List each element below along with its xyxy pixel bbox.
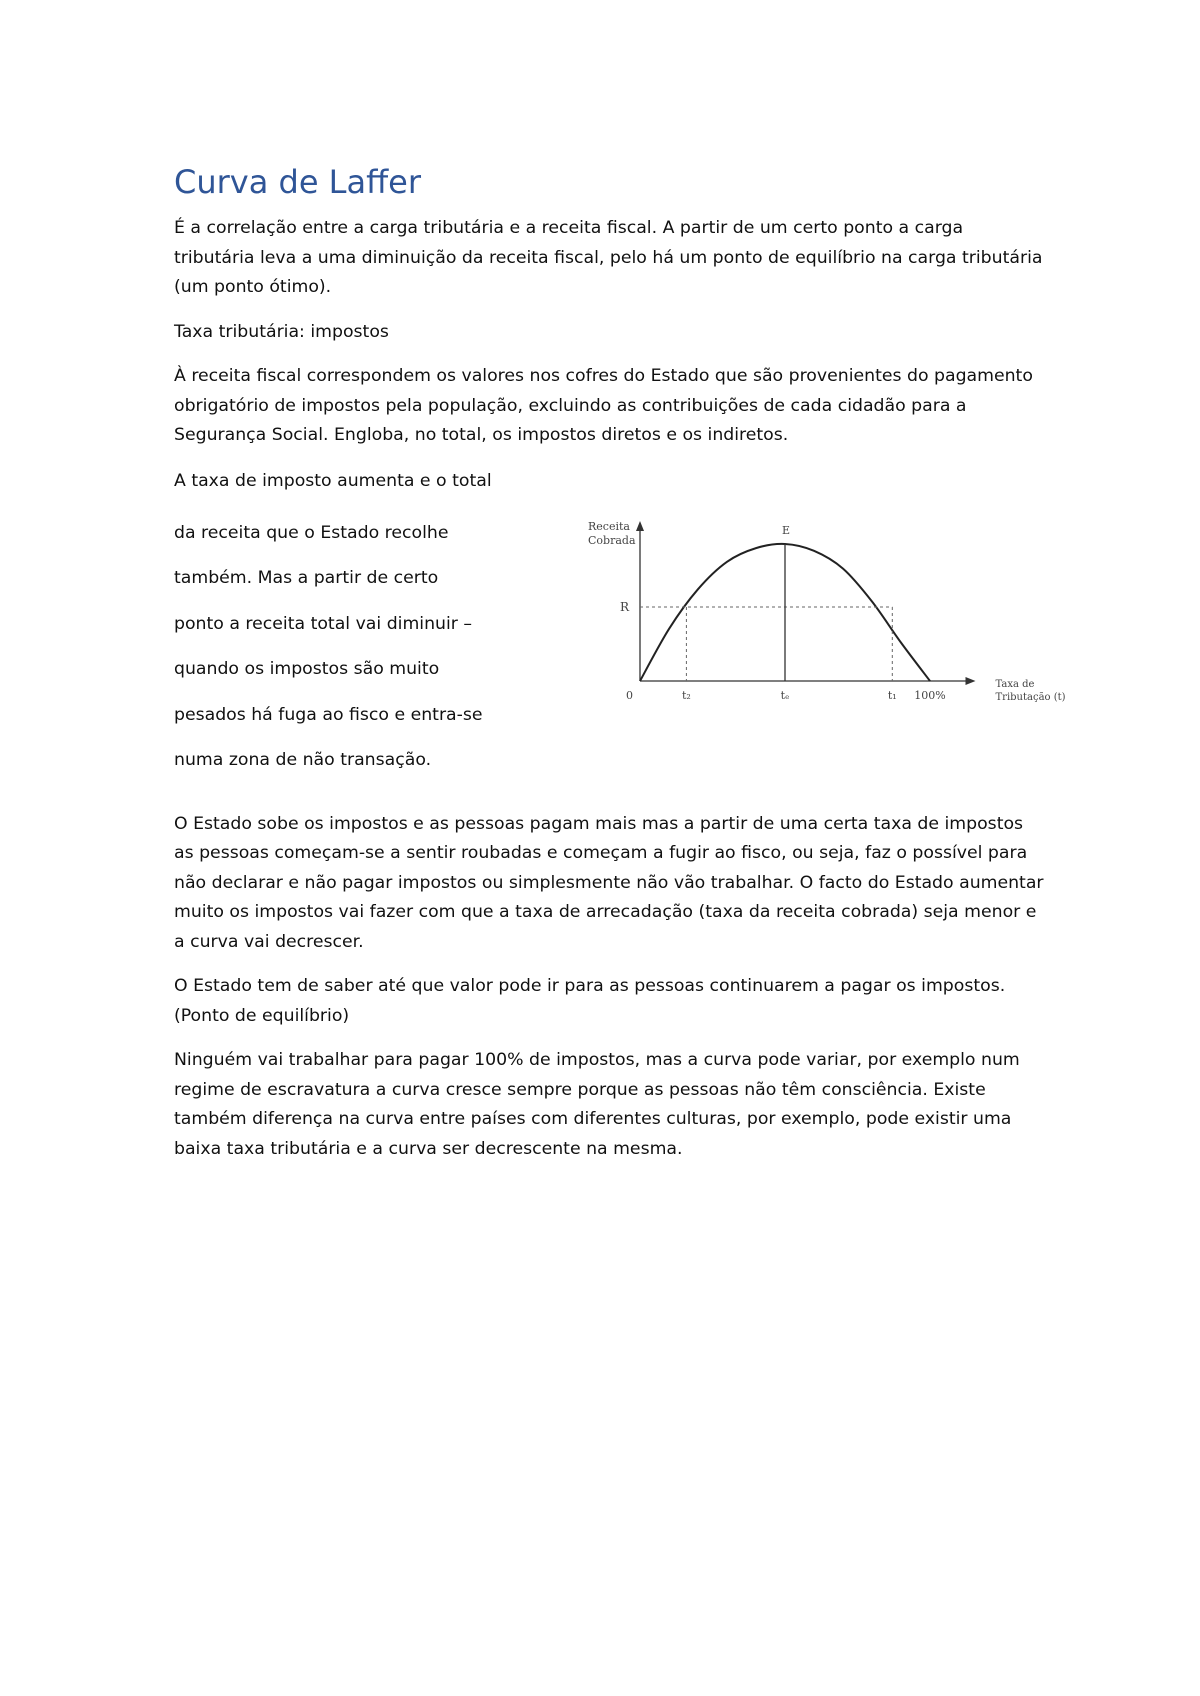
x-axis-title-line: Tributação (t) [995,691,1066,703]
x-tick-label: 100% [914,688,946,702]
taxa-paragraph: Taxa tributária: impostos [174,321,389,342]
x-tick-label: t₁ [887,688,897,702]
side-text-line: da receita que o Estado recolhe [174,522,449,543]
x-axis-arrow [966,677,976,685]
side-text-line: quando os impostos são muito [174,659,440,679]
side-text-line: também. Mas a partir de certo [174,568,439,588]
y-axis-arrow [636,521,644,531]
side-text-line: pesados há fuga ao fisco e entra-se [174,704,483,725]
side-text-line: A taxa de imposto aumenta e o total [174,470,492,491]
document-page [174,160,1066,1179]
y-axis-title-line: Receita [588,519,630,533]
laffer-chart-svg [570,513,1080,718]
x-tick-label: 0 [626,688,633,702]
side-text-line: ponto a receita total vai diminuir – [174,613,473,634]
side-text-line: numa zona de não transação. [174,750,432,770]
intro-paragraph: É a correlação entre a carga tributária e a receita fiscal. A partir de um certo ponto a carga tributária leva a uma diminuição da receita fiscal, pelo há um ponto de equilíbrio na carga tributária (um ponto ótimo). [174,218,1043,297]
y-tick-label: R [620,599,630,614]
side-text [174,466,534,784]
x-axis-title-line: Taxa de [995,678,1035,690]
x-tick-label: tₑ [780,688,790,702]
estado-paragraph: O Estado sobe os impostos e as pessoas pagam mais mas a partir de uma certa taxa de impostos as pessoas começam-se a sentir roubadas e começam a fugir ao fisco, ou seja, faz o possível para não declarar e não pagar impostos ou simplesmente não vão trabalhar. O facto do Estado aumentar muito os impostos vai fazer com que a taxa de arrecadação (taxa da receita cobrada) seja menor e a curva vai decrescer. [174,813,1044,952]
y-axis-title-line: Cobrada [588,533,636,547]
receita-paragraph: À receita fiscal correspondem os valores nos cofres do Estado que são provenientes do pagamento obrigatório de impostos pela população, excluindo as contribuições de cada cidadão para a Segurança Social. Engloba, no total, os impostos diretos e os indiretos. [174,366,1033,445]
text-and-chart-section [174,466,1066,788]
laffer-chart [570,513,1080,718]
ninguem-paragraph: Ninguém vai trabalhar para pagar 100% de impostos, mas a curva pode variar, por exemplo num regime de escravatura a curva cresce sempre porque as pessoas não têm consciência. Existe também diferença na curva entre países com diferentes culturas, por exemplo, pode existir uma baixa taxa tributária e a curva ser decrescente na mesma. [174,1050,1020,1159]
x-tick-label: t₂ [681,688,691,702]
peak-label: E [782,523,791,537]
page-title: Curva de Laffer [174,163,421,201]
saber-paragraph: O Estado tem de saber até que valor pode ir para as pessoas continuarem a pagar os impostos. (Ponto de equilíbrio) [174,976,1006,1026]
